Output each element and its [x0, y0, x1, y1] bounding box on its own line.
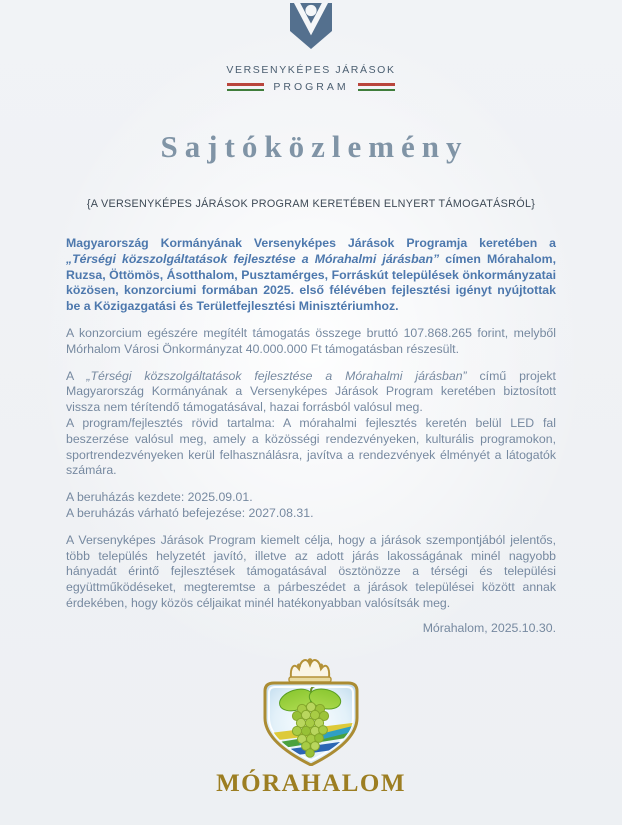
- hungarian-flag-stripes-icon: [358, 83, 395, 91]
- page-title: Sajtóközlemény: [160, 129, 469, 164]
- body-paragraph: A Versenyképes Járások Program kiemelt célja, hogy a járások szempontjából jelentős, több település helyzetét javító, illetve az adott járás lakosságának minél nagyobb hányadát érintő fejlesztések támogatásával ösztönözze a térségi és települési együttműködéseket, megteremtse a párbeszédet a járások települései között annak érdekében, hogy közös céljaikat minél hatékonyabban valósítsák meg.: [66, 532, 556, 610]
- body-paragraph: A program/fejlesztés rövid tartalma: A mórahalmi fejlesztés keretén belül LED fal beszerzése valósul meg, amely a közösségi rendezvényeken, kulturális programokon, sportrendezvényeken kerül felhasználásra, javítva a rendezvények élményét a látogatók számára.: [66, 415, 556, 478]
- v-location-pin-icon: [290, 3, 332, 49]
- hungarian-flag-stripes-icon: [227, 83, 264, 91]
- program-logo: [0, 0, 622, 93]
- body-paragraph: Magyarország Kormányának Versenyképes Járások Programja keretében a „Térségi közszolgáltatások fejlesztése a Mórahalmi járásban” címen Mórahalom, Ruzsa, Öttömös, Ásotthalom, Pusztamérges, Forráskút települések önkormányzatai közösen, konzorciumi formában 2025. első félévében fejlesztési igényt nyújtottak be a Közigazgatási és Területfejlesztési Minisztériumhoz.: [66, 236, 556, 314]
- program-logo-subtitle: PROGRAM: [273, 81, 349, 93]
- body-paragraph: A „Térségi közszolgáltatások fejlesztése a Mórahalmi járásban” című projekt Magyarország Kormányának a Versenyképes Járások Program keretében biztosított vissza nem térítendő támogatásával, hazai forrásból valósul meg.: [66, 368, 556, 415]
- date-line: Mórahalom, 2025.10.30.: [422, 620, 556, 635]
- program-logo-title: VERSENYKÉPES JÁRÁSOK: [226, 64, 396, 76]
- body-paragraph: A konzorcium egészére megítélt támogatás összege bruttó 107.868.265 forint, melyből Mórhalom Városi Önkormányzat 40.000.000 Ft támogatásban részesült.: [66, 325, 556, 356]
- program-logo-subtitle-row: [0, 81, 622, 93]
- morahalom-coat-of-arms-icon: [256, 652, 366, 766]
- morahalom-wordmark: MÓRAHALOM: [216, 770, 406, 797]
- page-subtitle: {A VERSENYKÉPES JÁRÁSOK PROGRAM KERETÉBEN ELNYERT TÁMOGATÁSRÓL}: [86, 198, 536, 210]
- morahalom-logo: [0, 652, 622, 798]
- body-paragraph: A beruházás várható befejezése: 2027.08.31.: [66, 505, 314, 520]
- body-paragraph: A beruházás kezdete: 2025.09.01.: [66, 490, 253, 505]
- press-body: [0, 236, 622, 612]
